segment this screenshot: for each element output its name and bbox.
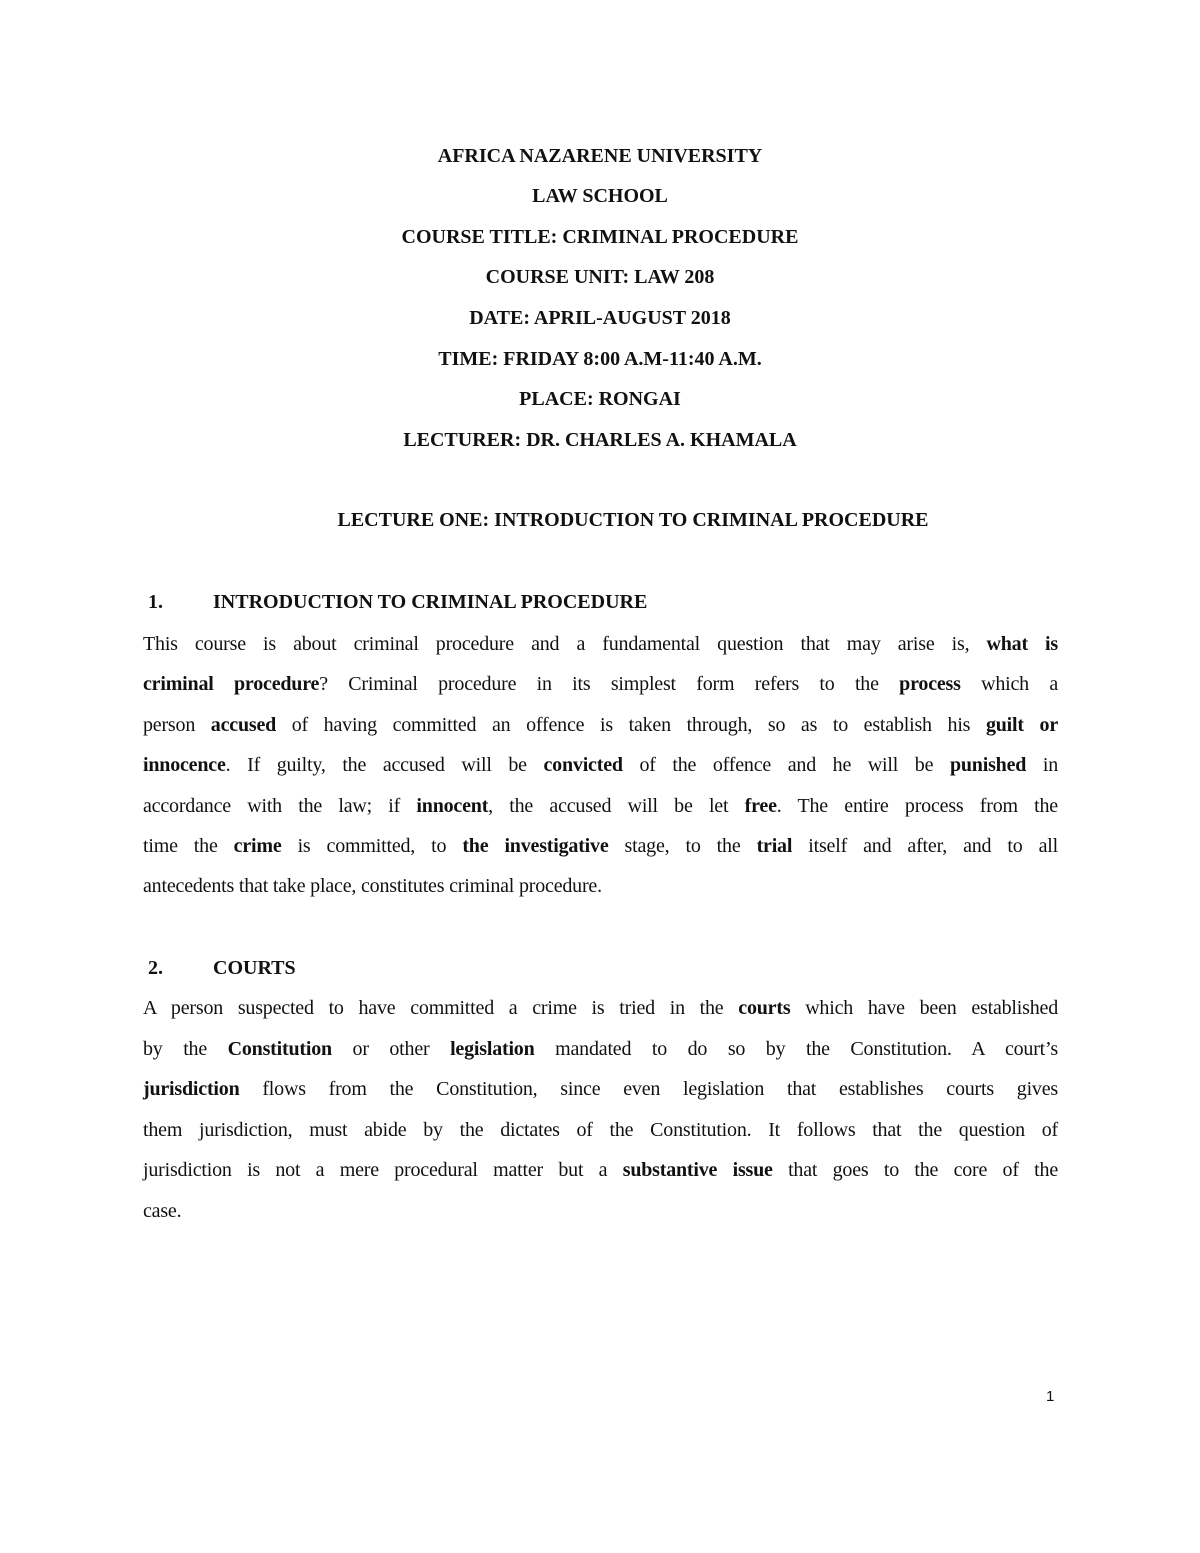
text-run: person (143, 714, 211, 736)
paragraph-line (143, 705, 1058, 745)
paragraph-line (143, 1110, 1058, 1150)
page-number: 1 (1046, 1388, 1055, 1405)
header-line: TIME: FRIDAY 8:00 A.M-11:40 A.M. (438, 348, 762, 370)
bold-term: innocent (416, 795, 489, 817)
text-run: that goes to the core of the (772, 1159, 1058, 1181)
section-heading: INTRODUCTION TO CRIMINAL PROCEDURE (213, 591, 648, 613)
paragraph-line (143, 624, 1058, 664)
bold-term: courts (738, 997, 791, 1019)
bold-term: process (899, 673, 961, 695)
bold-term: what is (986, 633, 1058, 655)
text-run: mandated to do so by the Constitution. A court’s (534, 1038, 1058, 1060)
lecture-title: LECTURE ONE: INTRODUCTION TO CRIMINAL PROCEDURE (337, 509, 929, 531)
bold-term: legislation (450, 1038, 535, 1060)
paragraph-line (143, 1069, 1058, 1109)
text-run: them jurisdiction, must abide by the dictates of the Constitution. It follows that the question of (143, 1119, 1058, 1141)
header-line: PLACE: RONGAI (519, 388, 681, 410)
text-run: antecedents that take place, constitutes criminal procedure. (143, 875, 602, 897)
bold-term: jurisdiction (143, 1078, 240, 1100)
text-run: . The entire process from the (776, 795, 1058, 817)
bold-term: substantive issue (622, 1159, 773, 1181)
bold-term: innocence (143, 754, 226, 776)
bold-term: free (744, 795, 777, 817)
text-run: is committed, to (281, 835, 463, 857)
header-line: LAW SCHOOL (532, 185, 668, 207)
bold-term: crime (233, 835, 282, 857)
bold-term: guilt or (985, 714, 1058, 736)
paragraph-line (143, 826, 1058, 866)
text-run: of the offence and he will be (622, 754, 950, 776)
header-line: LECTURER: DR. CHARLES A. KHAMALA (403, 429, 797, 451)
text-run: . If guilty, the accused will be (225, 754, 544, 776)
text-run: or other (331, 1038, 451, 1060)
text-run: which have been established (790, 997, 1058, 1019)
text-run: which a (960, 673, 1059, 695)
text-run: by the (143, 1038, 228, 1060)
bold-term: trial (756, 835, 793, 857)
text-run: stage, to the (608, 835, 757, 857)
section-heading: COURTS (213, 957, 296, 979)
paragraph-line (143, 866, 1058, 906)
bold-term: criminal procedure (143, 673, 320, 695)
section-number: 2. (148, 957, 163, 979)
header-line: DATE: APRIL-AUGUST 2018 (469, 307, 731, 329)
paragraph-line (143, 988, 1058, 1028)
bold-term: accused (210, 714, 277, 736)
header-line: COURSE TITLE: CRIMINAL PROCEDURE (401, 226, 799, 248)
text-run: , the accused will be let (488, 795, 745, 817)
text-run: time the (143, 835, 234, 857)
section-number: 1. (148, 591, 163, 613)
text-run: This course is about criminal procedure and a fundamental question that may arise is, (143, 633, 987, 655)
header-line: COURSE UNIT: LAW 208 (485, 266, 715, 288)
text-run: accordance with the law; if (143, 795, 417, 817)
text-run: in (1026, 754, 1058, 776)
bold-term: the investigative (462, 835, 609, 857)
bold-term: Constitution (227, 1038, 332, 1060)
bold-term: convicted (543, 754, 623, 776)
paragraph-line (143, 1029, 1058, 1069)
text-run: of having committed an offence is taken through, so as to establish his (276, 714, 986, 736)
text-run: jurisdiction is not a mere procedural matter but a (143, 1159, 623, 1181)
text-run: flows from the Constitution, since even legislation that establishes courts gives (239, 1078, 1058, 1100)
paragraph-line (143, 786, 1058, 826)
text-run: case. (143, 1200, 182, 1222)
text-run: A person suspected to have committed a crime is tried in the (143, 997, 739, 1019)
paragraph-line (143, 664, 1058, 704)
bold-term: punished (949, 754, 1027, 776)
text-run: ? Criminal procedure in its simplest form refers to the (319, 673, 900, 695)
paragraph-line (143, 745, 1058, 785)
header-line: AFRICA NAZARENE UNIVERSITY (437, 145, 763, 167)
text-run: itself and after, and to all (792, 835, 1058, 857)
paragraph-line (143, 1191, 1058, 1231)
paragraph-line (143, 1150, 1058, 1190)
